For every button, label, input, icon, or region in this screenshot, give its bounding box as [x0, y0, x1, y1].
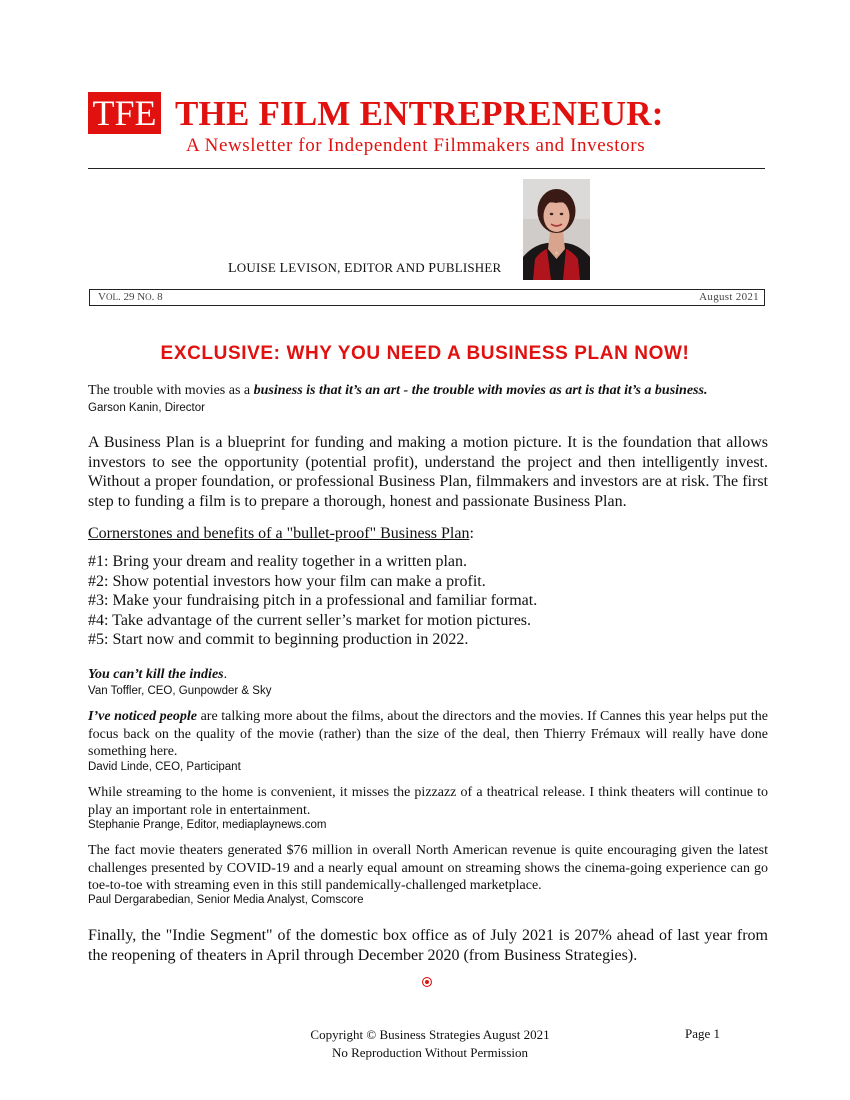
cornerstones-heading: Cornerstones and benefits of a "bullet-proof" Business Plan:	[88, 525, 474, 542]
quote-author: Garson Kanin, Director	[88, 402, 205, 414]
header-rule	[88, 168, 765, 169]
intro-paragraph: A Business Plan is a blueprint for funding and making a motion picture. It is the foundation that allows investors to see the opportunity (potential profit), understand the project and then intelligently invest. Without a proper foundation, or professional Business Plan, filmmakers and investors are at risk. The first step to funding a film is to prepare a thorough, honest and passionate Business Plan.	[88, 434, 768, 510]
quote-author: Stephanie Prange, Editor, mediaplaynews.com	[88, 819, 327, 831]
quote-box-office: The fact movie theaters generated $76 million in overall North American revenue is quite encouraging given the latest challenges presented by COVID-19 and a nearly equal amount on streaming shows the cinema-going experience can go toe-to-toe with streaming even in this still pandemically-challenged marketplace.	[88, 843, 768, 893]
quote-cannes: I’ve noticed people are talking more about the films, about the directors and the movies. If Cannes this year helps put the focus back on the quality of the movie (rather) than the size of the deal, then Thierry Frémaux will really have done something here.	[88, 709, 768, 759]
editor-photo	[523, 179, 590, 280]
list-item: #1: Bring your dream and reality together in a written plan.	[88, 553, 467, 570]
quote-indies: You can’t kill the indies.	[88, 667, 228, 682]
list-item: #4: Take advantage of the current seller’s market for motion pictures.	[88, 611, 532, 629]
quote-author: Paul Dergarabedian, Senior Media Analyst, Comscore	[88, 894, 364, 906]
volume-number: VOL. 29 NO. 8	[98, 291, 163, 303]
footer-copyright: Copyright © Business Strategies August 2021 No Reproduction Without Permission	[310, 1027, 550, 1060]
opening-quote: The trouble with movies as a business is that it’s an art - the trouble with movies as art is that it’s a business.	[88, 383, 708, 398]
list-item: #3: Make your fundraising pitch in a professional and familiar format.	[88, 592, 538, 609]
article-headline: EXCLUSIVE: WHY YOU NEED A BUSINESS PLAN NOW!	[160, 343, 690, 364]
quote-author: Van Toffler, CEO, Gunpowder & Sky	[88, 685, 272, 697]
closing-paragraph: Finally, the "Indie Segment" of the domestic box office as of July 2021 is 207% ahead of last year from the reopening of theaters in April through December 2020 (from Business Strategies).	[88, 927, 768, 964]
newsletter-subtitle: A Newsletter for Independent Filmmakers and Investors	[186, 135, 646, 156]
list-item: #5: Start now and commit to beginning production in 2022.	[88, 631, 469, 648]
end-bullet-icon	[422, 977, 432, 987]
cornerstones-list	[88, 552, 537, 650]
quote-streaming: While streaming to the home is convenient, it misses the pizzazz of a theatrical release. I think theaters will continue to play an important role in entertainment.	[88, 785, 768, 818]
issue-date: August 2021	[699, 291, 759, 303]
tfe-logo: TFE	[88, 92, 161, 134]
editor-line: LOUISE LEVISON, EDITOR AND PUBLISHER	[228, 260, 502, 276]
issue-info-box	[89, 289, 765, 306]
list-item: #2: Show potential investors how your film can make a profit.	[88, 572, 486, 590]
newsletter-title: THE FILM ENTREPRENEUR:	[175, 94, 664, 133]
quote-author: David Linde, CEO, Participant	[88, 761, 241, 773]
page-number: Page 1	[685, 1026, 721, 1041]
